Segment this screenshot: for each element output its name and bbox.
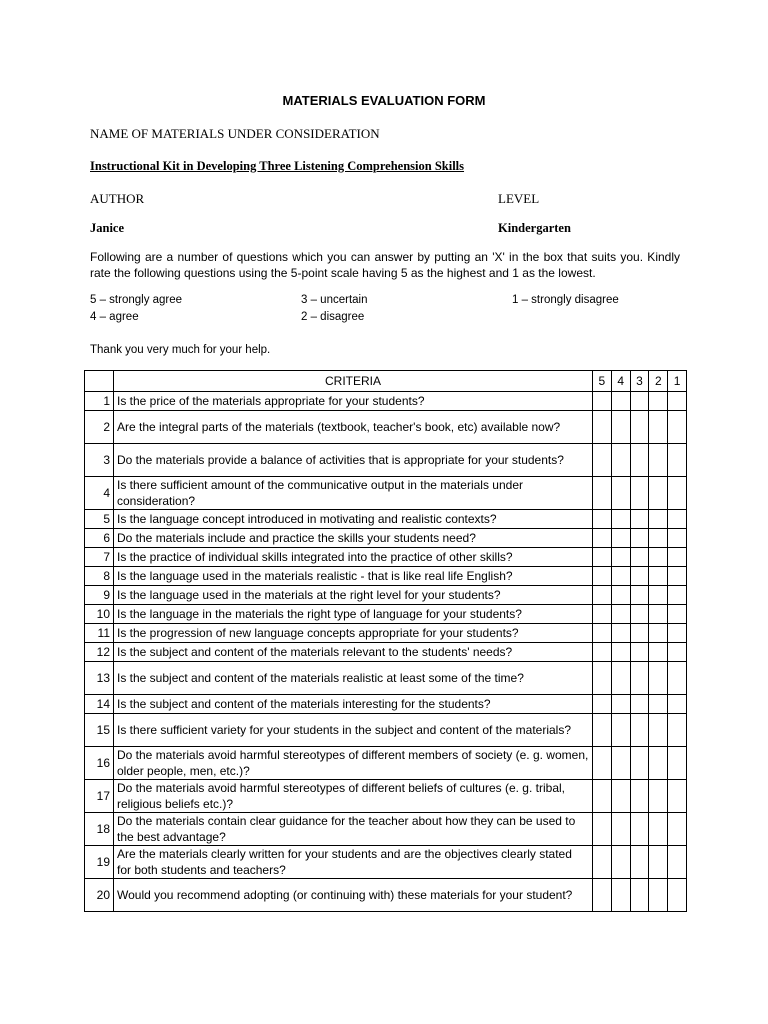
- rating-box-5[interactable]: [593, 643, 612, 662]
- row-number: 7: [85, 548, 114, 567]
- table-row: [85, 813, 687, 846]
- rating-box-1[interactable]: [668, 879, 687, 912]
- row-number: 12: [85, 643, 114, 662]
- author-value: Janice: [90, 221, 125, 235]
- table-row: [85, 567, 687, 586]
- rating-box-2[interactable]: [649, 529, 668, 548]
- rating-box-1[interactable]: [668, 411, 687, 444]
- rating-box-1[interactable]: [668, 444, 687, 477]
- rating-box-1[interactable]: [668, 780, 687, 813]
- row-number: 17: [85, 780, 114, 813]
- rating-box-4[interactable]: [611, 392, 630, 411]
- criterion-text: Is the language used in the materials at the right level for your students?: [114, 586, 593, 605]
- rating-box-2[interactable]: [649, 548, 668, 567]
- table-row: [85, 444, 687, 477]
- table-row: [85, 747, 687, 780]
- rating-box-3[interactable]: [630, 714, 649, 747]
- rating-box-2[interactable]: [649, 567, 668, 586]
- rating-box-2[interactable]: [649, 624, 668, 643]
- criterion-text: Is the language in the materials the right type of language for your students?: [114, 605, 593, 624]
- rating-box-5[interactable]: [593, 444, 612, 477]
- criterion-text: Would you recommend adopting (or continuing with) these materials for your student?: [114, 879, 593, 912]
- rating-box-1[interactable]: [668, 747, 687, 780]
- rating-box-3[interactable]: [630, 548, 649, 567]
- table-row: [85, 624, 687, 643]
- rating-box-1[interactable]: [668, 510, 687, 529]
- rating-box-4[interactable]: [611, 879, 630, 912]
- header-number-cell: [85, 371, 114, 392]
- rating-box-3[interactable]: [630, 846, 649, 879]
- rating-box-3[interactable]: [630, 624, 649, 643]
- scale-2: 2 – disagree: [301, 311, 365, 323]
- rating-box-2[interactable]: [649, 714, 668, 747]
- rating-box-2[interactable]: [649, 695, 668, 714]
- rating-box-1[interactable]: [668, 529, 687, 548]
- table-row: [85, 605, 687, 624]
- rating-box-5[interactable]: [593, 747, 612, 780]
- table-row: [85, 548, 687, 567]
- rating-box-4[interactable]: [611, 605, 630, 624]
- materials-name: Instructional Kit in Developing Three Listening Comprehension Skills: [90, 159, 465, 173]
- row-number: 14: [85, 695, 114, 714]
- criterion-text: Are the materials clearly written for your students and are the objectives clearly stated for both students and teachers?: [114, 846, 593, 879]
- rating-box-3[interactable]: [630, 444, 649, 477]
- table-row: [85, 780, 687, 813]
- rating-box-2[interactable]: [649, 643, 668, 662]
- table-row: [85, 392, 687, 411]
- rating-box-4[interactable]: [611, 695, 630, 714]
- row-number: 6: [85, 529, 114, 548]
- rating-box-5[interactable]: [593, 411, 612, 444]
- form-title: MATERIALS EVALUATION FORM: [282, 93, 486, 108]
- rating-box-5[interactable]: [593, 662, 612, 695]
- rating-box-4[interactable]: [611, 662, 630, 695]
- rating-box-3[interactable]: [630, 879, 649, 912]
- rating-box-5[interactable]: [593, 780, 612, 813]
- criterion-text: Is there sufficient amount of the communicative output in the materials under consideration?: [114, 477, 593, 510]
- row-number: 15: [85, 714, 114, 747]
- row-number: 20: [85, 879, 114, 912]
- criterion-text: Do the materials contain clear guidance for the teacher about how they can be used to the best advantage?: [114, 813, 593, 846]
- scale-5: 5 – strongly agree: [90, 294, 183, 306]
- rating-box-4[interactable]: [611, 813, 630, 846]
- criterion-text: Do the materials provide a balance of activities that is appropriate for your students?: [114, 444, 593, 477]
- rating-box-3[interactable]: [630, 605, 649, 624]
- rating-box-3[interactable]: [630, 695, 649, 714]
- rating-box-1[interactable]: [668, 643, 687, 662]
- row-number: 11: [85, 624, 114, 643]
- row-number: 5: [85, 510, 114, 529]
- rating-box-2[interactable]: [649, 662, 668, 695]
- rating-box-4[interactable]: [611, 643, 630, 662]
- rating-box-3[interactable]: [630, 780, 649, 813]
- criterion-text: Is the price of the materials appropriate for your students?: [114, 392, 593, 411]
- rating-box-5[interactable]: [593, 714, 612, 747]
- rating-box-1[interactable]: [668, 586, 687, 605]
- rating-box-4[interactable]: [611, 567, 630, 586]
- rating-box-5[interactable]: [593, 605, 612, 624]
- criteria-table: [84, 370, 687, 912]
- rating-box-5[interactable]: [593, 624, 612, 643]
- rating-box-5[interactable]: [593, 813, 612, 846]
- rating-box-1[interactable]: [668, 605, 687, 624]
- rating-box-5[interactable]: [593, 879, 612, 912]
- rating-box-1[interactable]: [668, 662, 687, 695]
- thanks-note: Thank you very much for your help.: [90, 344, 271, 356]
- row-number: 9: [85, 586, 114, 605]
- rating-box-1[interactable]: [668, 813, 687, 846]
- rating-box-2[interactable]: [649, 780, 668, 813]
- rating-box-2[interactable]: [649, 510, 668, 529]
- rating-box-2[interactable]: [649, 477, 668, 510]
- rating-box-3[interactable]: [630, 477, 649, 510]
- rating-box-3[interactable]: [630, 813, 649, 846]
- rating-box-5[interactable]: [593, 529, 612, 548]
- rating-box-3[interactable]: [630, 510, 649, 529]
- table-row: [85, 714, 687, 747]
- rating-box-1[interactable]: [668, 714, 687, 747]
- rating-box-3[interactable]: [630, 643, 649, 662]
- rating-box-1[interactable]: [668, 567, 687, 586]
- row-number: 18: [85, 813, 114, 846]
- header-criteria: CRITERIA: [114, 371, 593, 392]
- author-label: AUTHOR: [90, 191, 145, 206]
- row-number: 16: [85, 747, 114, 780]
- row-number: 2: [85, 411, 114, 444]
- header-score-3: 3: [630, 371, 649, 392]
- rating-box-4[interactable]: [611, 477, 630, 510]
- rating-box-4[interactable]: [611, 510, 630, 529]
- rating-box-3[interactable]: [630, 586, 649, 605]
- rating-box-2[interactable]: [649, 813, 668, 846]
- criterion-text: Is the subject and content of the materials relevant to the students' needs?: [114, 643, 593, 662]
- rating-box-3[interactable]: [630, 529, 649, 548]
- row-number: 4: [85, 477, 114, 510]
- rating-box-2[interactable]: [649, 444, 668, 477]
- rating-box-1[interactable]: [668, 548, 687, 567]
- rating-box-1[interactable]: [668, 846, 687, 879]
- row-number: 1: [85, 392, 114, 411]
- rating-box-2[interactable]: [649, 586, 668, 605]
- instructions-paragraph: Following are a number of questions which you can answer by putting an 'X' in the box that suits you. Kindly rate the following questions using the 5-point scale having 5 as the highest and 1 as the lowest.: [90, 250, 680, 280]
- scale-3: 3 – uncertain: [301, 294, 368, 306]
- rating-box-5[interactable]: [593, 567, 612, 586]
- table-row: [85, 510, 687, 529]
- table-row: [85, 879, 687, 912]
- rating-box-4[interactable]: [611, 548, 630, 567]
- rating-box-4[interactable]: [611, 846, 630, 879]
- row-number: 8: [85, 567, 114, 586]
- rating-box-4[interactable]: [611, 586, 630, 605]
- criterion-text: Is the practice of individual skills integrated into the practice of other skills?: [114, 548, 593, 567]
- rating-box-1[interactable]: [668, 392, 687, 411]
- rating-box-3[interactable]: [630, 662, 649, 695]
- rating-box-5[interactable]: [593, 548, 612, 567]
- rating-box-4[interactable]: [611, 444, 630, 477]
- row-number: 3: [85, 444, 114, 477]
- rating-box-3[interactable]: [630, 392, 649, 411]
- rating-box-2[interactable]: [649, 846, 668, 879]
- table-row: [85, 586, 687, 605]
- criterion-text: Is the subject and content of the materials interesting for the students?: [114, 695, 593, 714]
- header-score-1: 1: [668, 371, 687, 392]
- criterion-text: Do the materials include and practice the skills your students need?: [114, 529, 593, 548]
- criteria-body: [85, 392, 687, 912]
- criterion-text: Is there sufficient variety for your students in the subject and content of the materials?: [114, 714, 593, 747]
- table-row: [85, 846, 687, 879]
- header-score-2: 2: [649, 371, 668, 392]
- rating-box-4[interactable]: [611, 747, 630, 780]
- row-number: 10: [85, 605, 114, 624]
- table-row: [85, 695, 687, 714]
- rating-box-2[interactable]: [649, 747, 668, 780]
- table-row: [85, 643, 687, 662]
- rating-box-2[interactable]: [649, 879, 668, 912]
- criterion-text: Are the integral parts of the materials (textbook, teacher's book, etc) available now?: [114, 411, 593, 444]
- rating-box-2[interactable]: [649, 411, 668, 444]
- rating-box-3[interactable]: [630, 411, 649, 444]
- rating-box-2[interactable]: [649, 605, 668, 624]
- rating-box-1[interactable]: [668, 477, 687, 510]
- table-row: [85, 662, 687, 695]
- table-row: [85, 411, 687, 444]
- rating-box-5[interactable]: [593, 846, 612, 879]
- header-score-5: 5: [593, 371, 612, 392]
- rating-box-5[interactable]: [593, 392, 612, 411]
- rating-box-2[interactable]: [649, 392, 668, 411]
- rating-box-5[interactable]: [593, 510, 612, 529]
- table-row: [85, 529, 687, 548]
- rating-box-1[interactable]: [668, 695, 687, 714]
- row-number: 19: [85, 846, 114, 879]
- criterion-text: Is the language concept introduced in motivating and realistic contexts?: [114, 510, 593, 529]
- rating-box-5[interactable]: [593, 695, 612, 714]
- scale-4: 4 – agree: [90, 311, 139, 323]
- rating-box-4[interactable]: [611, 714, 630, 747]
- rating-box-3[interactable]: [630, 567, 649, 586]
- criterion-text: Is the language used in the materials realistic - that is like real life English?: [114, 567, 593, 586]
- header-score-4: 4: [611, 371, 630, 392]
- rating-box-3[interactable]: [630, 747, 649, 780]
- table-row: [85, 477, 687, 510]
- materials-label: NAME OF MATERIALS UNDER CONSIDERATION: [90, 126, 380, 141]
- rating-box-4[interactable]: [611, 780, 630, 813]
- rating-box-1[interactable]: [668, 624, 687, 643]
- level-label: LEVEL: [498, 191, 540, 206]
- rating-box-4[interactable]: [611, 624, 630, 643]
- level-value: Kindergarten: [498, 221, 571, 235]
- rating-box-4[interactable]: [611, 411, 630, 444]
- rating-box-5[interactable]: [593, 477, 612, 510]
- criterion-text: Do the materials avoid harmful stereotypes of different members of society (e. g. women, older people, men, etc.)?: [114, 747, 593, 780]
- scale-1: 1 – strongly disagree: [512, 294, 619, 306]
- row-number: 13: [85, 662, 114, 695]
- rating-box-4[interactable]: [611, 529, 630, 548]
- criterion-text: Is the subject and content of the materials realistic at least some of the time?: [114, 662, 593, 695]
- criterion-text: Do the materials avoid harmful stereotypes of different beliefs of cultures (e. g. tribal, religious beliefs etc.)?: [114, 780, 593, 813]
- criterion-text: Is the progression of new language concepts appropriate for your students?: [114, 624, 593, 643]
- rating-box-5[interactable]: [593, 586, 612, 605]
- table-header-row: [85, 371, 687, 392]
